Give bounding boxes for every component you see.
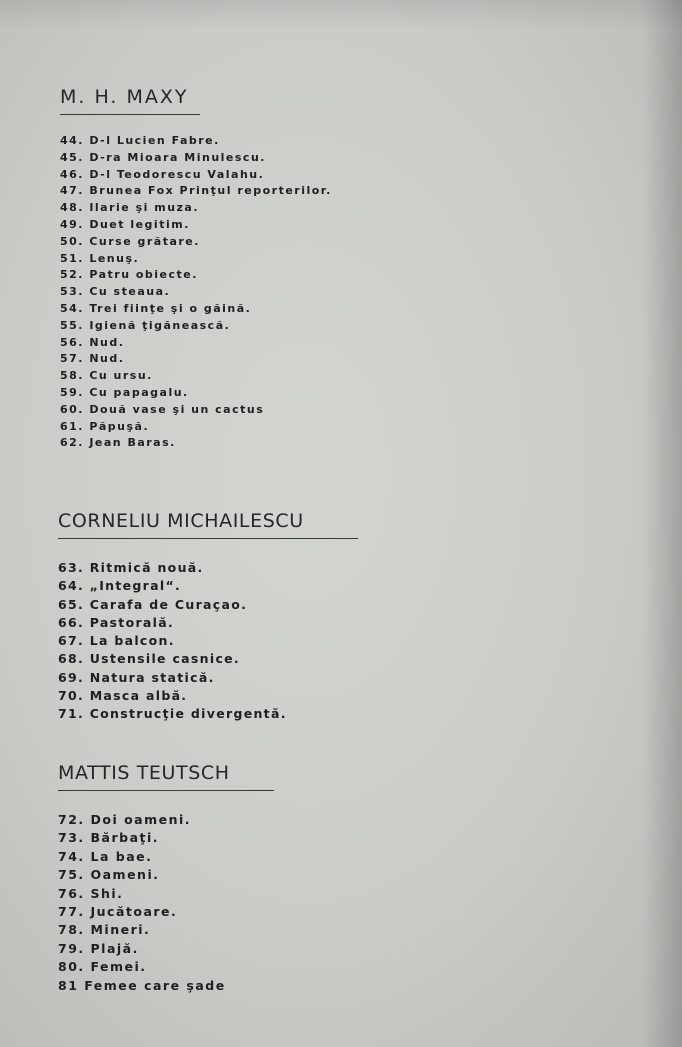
list-item: 60. Două vase şi un cactus xyxy=(60,402,265,416)
list-item: 61. Păpuşă. xyxy=(60,419,150,433)
artwork-list-teutsch xyxy=(58,811,274,995)
list-item: 45. D-ra Mioara Minulescu. xyxy=(60,150,266,164)
section-michailescu xyxy=(58,510,358,724)
list-item: 53. Cu steaua. xyxy=(60,285,171,299)
page-edge-shadow-right xyxy=(642,0,682,1047)
list-item: 77. Jucătoare. xyxy=(58,904,178,920)
list-item: 51. Lenuş. xyxy=(60,251,140,265)
list-item: 57. Nud. xyxy=(60,352,125,366)
list-item: 48. Ilarie şi muza. xyxy=(60,201,200,215)
section-heading-teutsch: MATTIS TEUTSCH xyxy=(58,762,230,784)
page-edge-shadow-top xyxy=(0,0,682,30)
list-item: 44. D-l Lucien Fabre. xyxy=(60,134,220,147)
list-item: 68. Ustensile casnice. xyxy=(58,651,240,667)
list-item: 62. Jean Baras. xyxy=(60,436,176,450)
list-item: 50. Curse grătare. xyxy=(60,234,200,248)
section-teutsch xyxy=(58,762,274,995)
section-heading-maxy: M. H. MAXY xyxy=(60,86,189,108)
list-item: 52. Patru obiecte. xyxy=(60,268,198,282)
heading-underline xyxy=(60,114,200,115)
section-maxy xyxy=(60,86,332,452)
list-item: 63. Ritmică nouă. xyxy=(58,560,204,575)
list-item: 65. Carafa de Curaçao. xyxy=(58,596,248,612)
list-item: 79. Plajă. xyxy=(58,940,139,956)
list-item: 47. Brunea Fox Prinţul reporterilor. xyxy=(60,184,332,198)
heading-underline xyxy=(58,790,274,791)
list-item: 78. Mineri. xyxy=(58,922,151,938)
artwork-list-maxy xyxy=(60,133,332,452)
list-item: 73. Bărbaţi. xyxy=(58,830,160,846)
list-item: 81 Femee care şade xyxy=(58,977,226,993)
list-item: 72. Doi oameni. xyxy=(58,812,192,827)
list-item: 49. Duet legitim. xyxy=(60,217,190,231)
heading-underline xyxy=(58,538,358,539)
list-item: 54. Trei fiinţe şi o găină. xyxy=(60,301,252,315)
artwork-list-michailescu xyxy=(58,559,358,724)
list-item: 46. D-l Teodorescu Valahu. xyxy=(60,167,265,181)
list-item: 59. Cu papagalu. xyxy=(60,385,189,399)
list-item: 70. Masca albă. xyxy=(58,688,188,704)
list-item: 66. Pastorală. xyxy=(58,614,175,630)
list-item: 55. Igienă ţigănească. xyxy=(60,318,231,332)
list-item: 58. Cu ursu. xyxy=(60,369,153,383)
list-item: 76. Shi. xyxy=(58,885,124,901)
list-item: 69. Natura statică. xyxy=(58,669,215,685)
list-item: 67. La balcon. xyxy=(58,633,175,649)
list-item: 64. „Integral“. xyxy=(58,578,182,594)
list-item: 71. Construcţie divergentă. xyxy=(58,706,287,722)
section-heading-michailescu: CORNELIU MICHAILESCU xyxy=(58,510,304,532)
list-item: 56. Nud. xyxy=(60,335,125,349)
list-item: 80. Femei. xyxy=(58,959,147,975)
list-item: 75. Oameni. xyxy=(58,867,160,883)
list-item: 74. La bae. xyxy=(58,848,153,864)
